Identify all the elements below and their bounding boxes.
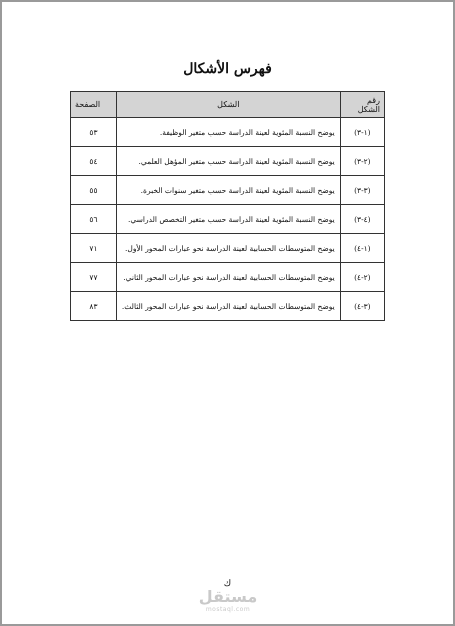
table-header-row (71, 92, 385, 118)
header-figure: الشكل (116, 92, 340, 118)
table-row (71, 118, 385, 147)
figure-number-cell: (٣-٤) (340, 292, 384, 321)
page-number-cell: ٧٧ (71, 263, 117, 292)
figure-number-cell: (٢-٣) (340, 147, 384, 176)
figure-number-cell: (٢-٤) (340, 263, 384, 292)
page-number-cell: ٨٣ (71, 292, 117, 321)
watermark-arabic-text: مستقل (198, 587, 258, 606)
figure-number-cell: (٣-٣) (340, 176, 384, 205)
page-letter: ك (223, 579, 232, 589)
table-row (71, 292, 385, 321)
figure-description-cell: يوضح النسبة المئوية لعينة الدراسة حسب متغير الوظيفة. (116, 118, 340, 147)
figure-description-cell: يوضح المتوسطات الحسابية لعينة الدراسة نحو عبارات المحور الأول. (116, 234, 340, 263)
page-number-cell: ٧١ (71, 234, 117, 263)
header-figure-number: رقم الشكل (340, 92, 384, 118)
table-row (71, 263, 385, 292)
table-row (71, 147, 385, 176)
figure-description-cell: يوضح النسبة المئوية لعينة الدراسة حسب متغير المؤهل العلمي. (116, 147, 340, 176)
watermark-url-text: mostaql.com (205, 606, 251, 613)
figure-description-cell: يوضح المتوسطات الحسابية لعينة الدراسة نحو عبارات المحور الثاني. (116, 263, 340, 292)
table-row (71, 234, 385, 263)
mostaql-watermark-logo (196, 588, 260, 614)
figure-description-cell: يوضح المتوسطات الحسابية لعينة الدراسة نحو عبارات المحور الثالث. (116, 292, 340, 321)
figure-number-cell: (٤-٣) (340, 205, 384, 234)
page-title: فهرس الأشكال (183, 61, 272, 77)
table-row (71, 176, 385, 205)
figure-number-cell: (١-٣) (340, 118, 384, 147)
page-number-cell: ٥٥ (71, 176, 117, 205)
page-number-cell: ٥٦ (71, 205, 117, 234)
figure-number-cell: (١-٤) (340, 234, 384, 263)
header-page: الصفحة (71, 92, 117, 118)
page-number-cell: ٥٣ (71, 118, 117, 147)
figure-description-cell: يوضح النسبة المئوية لعينة الدراسة حسب متغير التخصص الدراسي. (116, 205, 340, 234)
figures-index-table (70, 91, 385, 321)
figure-description-cell: يوضح النسبة المئوية لعينة الدراسة حسب متغير سنوات الخبرة. (116, 176, 340, 205)
page-number-cell: ٥٤ (71, 147, 117, 176)
table-row (71, 205, 385, 234)
